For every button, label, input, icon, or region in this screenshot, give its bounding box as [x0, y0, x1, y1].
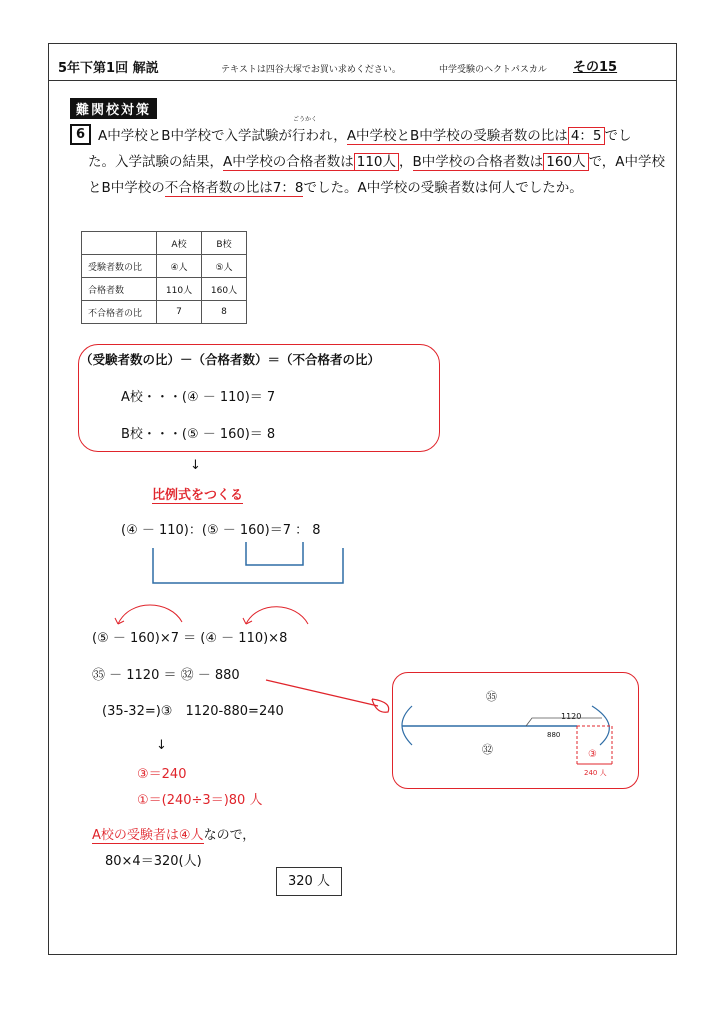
part-number: その15 [573, 60, 618, 75]
table-row: 不合格者の比 7 8 [82, 301, 247, 324]
diagram-880-label: 880 [547, 731, 561, 739]
formula-line-a: A校・・・(④ － 110)＝ 7 [121, 390, 276, 405]
table-row: 受験者数の比 ④人 ⑤人 [82, 255, 247, 278]
question-line-1: A中学校とB中学校で入学試験が行われ，A中学校とB中学校の受験者数の比は 4：5 でし [98, 128, 632, 144]
diagram-3-label: ③ [588, 749, 597, 760]
arrow-down-1: ↓ [190, 458, 201, 473]
final-calc: 80×4＝320(人) [105, 854, 202, 869]
difficulty-badge: 難関校対策 [70, 98, 157, 119]
proportion-title: 比例式をつくる [152, 484, 243, 504]
proportion-equation: (④ － 110)：(⑤ － 160)＝7 ： 8 [121, 523, 321, 538]
diagram-top-label: ㉟ [486, 690, 497, 703]
formula-title: （受験者数の比）－（合格者数）＝（不合格者の比） [80, 352, 381, 367]
diagram-bottom-label: ㉜ [482, 743, 493, 756]
result-1: ①＝(240÷3＝)80 人 [137, 793, 263, 808]
diagram-1120-label: 1120 [561, 712, 582, 721]
diagram-240-label: 240 人 [584, 769, 607, 777]
expand-equation: ㉟ － 1120 ＝ ㉜ － 880 [92, 668, 240, 683]
arrow-down-2: ↓ [156, 738, 167, 753]
question-line-3: とB中学校の不合格者数の比は7：8でした。A中学校の受験者数は何人でしたか。 [88, 180, 583, 196]
table-row: A校 B校 [82, 232, 247, 255]
ruby-text: ごうかく [293, 116, 318, 123]
difference-equation: (35-32=)③ 1120-880=240 [102, 704, 284, 719]
question-number: 6 [70, 124, 91, 145]
data-table [81, 231, 247, 324]
result-3: ③＝240 [137, 767, 187, 782]
question-line-2: た。入学試験の結果，A中学校の合格者数は 110人 ，B中学校の合格者数は 160人 で，A中学校 [88, 154, 666, 170]
lesson-title: 5年下第1回 解説 [58, 61, 159, 76]
formula-line-b: B校・・・(⑤ － 160)＝ 8 [121, 427, 276, 442]
site-name: 中学受験のヘクトパスカル [439, 65, 547, 75]
cross-equation: (⑤ － 160)×7 ＝ (④ － 110)×8 [92, 631, 288, 646]
header-divider [48, 80, 677, 81]
conclusion: A校の受験者は④人なので， [92, 828, 256, 843]
table-row: 合格者数 110人 160人 [82, 278, 247, 301]
answer-box: 320 人 [276, 867, 342, 896]
header-note: テキストは四谷大塚でお買い求めください。 [221, 65, 401, 75]
